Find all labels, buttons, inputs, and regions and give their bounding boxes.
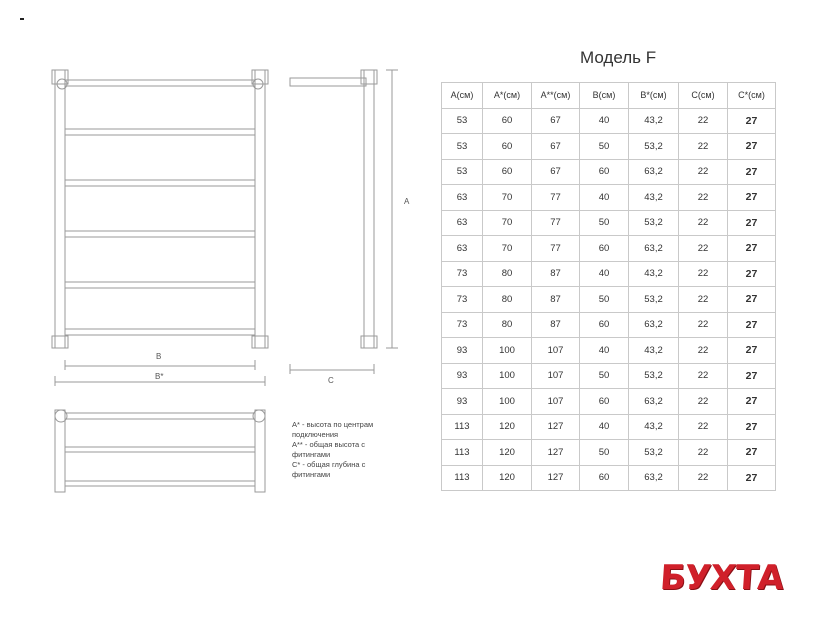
table-cell: 93 — [442, 363, 483, 389]
rung — [65, 180, 255, 186]
table-cell: 53,2 — [629, 134, 679, 160]
top-rung — [65, 481, 255, 486]
table-cell: 87 — [532, 261, 580, 287]
table-cell: 43,2 — [629, 338, 679, 364]
table-cell: 100 — [483, 338, 532, 364]
front-view — [52, 70, 268, 386]
table-cell: 60 — [580, 465, 629, 491]
right-post — [255, 70, 265, 348]
table-row — [442, 414, 776, 440]
table-cell: 63,2 — [629, 465, 679, 491]
dimension-c-label: C — [328, 376, 334, 385]
legend-line: C* - общая глубина с — [292, 460, 366, 469]
header-a-double-star: A**(см) — [532, 83, 580, 109]
side-fitting-bottom — [361, 336, 377, 348]
table-cell: 27 — [728, 134, 776, 160]
table-cell: 100 — [483, 363, 532, 389]
table-cell: 27 — [728, 465, 776, 491]
table-cell: 63 — [442, 210, 483, 236]
table-cell: 73 — [442, 261, 483, 287]
table-cell: 93 — [442, 338, 483, 364]
table-cell: 60 — [580, 236, 629, 262]
table-cell: 27 — [728, 108, 776, 134]
table-cell: 27 — [728, 440, 776, 466]
table-cell: 67 — [532, 108, 580, 134]
legend-line: A* - высота по центрам — [292, 420, 374, 429]
table-cell: 77 — [532, 210, 580, 236]
dimension-b-label: B — [156, 352, 162, 361]
table-cell: 22 — [679, 414, 728, 440]
dimension-b-star-label: B* — [155, 372, 164, 381]
table-cell: 22 — [679, 134, 728, 160]
table-row — [442, 261, 776, 287]
table-cell: 50 — [580, 210, 629, 236]
table-cell: 27 — [728, 312, 776, 338]
table-cell: 22 — [679, 108, 728, 134]
table-cell: 100 — [483, 389, 532, 415]
table-cell: 120 — [483, 414, 532, 440]
table-cell: 22 — [679, 185, 728, 211]
table-cell: 53 — [442, 159, 483, 185]
table-cell: 60 — [580, 389, 629, 415]
table-cell: 22 — [679, 210, 728, 236]
table-cell: 87 — [532, 312, 580, 338]
table-cell: 67 — [532, 159, 580, 185]
legend — [292, 420, 412, 480]
side-rail — [290, 78, 366, 86]
rung — [65, 329, 255, 335]
rung — [65, 231, 255, 237]
table-cell: 63 — [442, 185, 483, 211]
table-cell: 40 — [580, 185, 629, 211]
left-fitting-top — [52, 70, 68, 84]
table-cell: 77 — [532, 185, 580, 211]
table-cell: 22 — [679, 338, 728, 364]
right-fitting-top — [252, 70, 268, 84]
table-cell: 27 — [728, 363, 776, 389]
table-cell: 43,2 — [629, 185, 679, 211]
table-row — [442, 389, 776, 415]
table-cell: 22 — [679, 440, 728, 466]
model-title: Модель F — [580, 48, 657, 67]
table-cell: 40 — [580, 261, 629, 287]
table-header-row — [442, 83, 776, 109]
table-cell: 113 — [442, 414, 483, 440]
rung — [65, 129, 255, 135]
table-cell: 22 — [679, 363, 728, 389]
table-cell: 63,2 — [629, 389, 679, 415]
table-cell: 113 — [442, 440, 483, 466]
table-cell: 40 — [580, 414, 629, 440]
table-row — [442, 363, 776, 389]
table-cell: 127 — [532, 414, 580, 440]
table-cell: 27 — [728, 261, 776, 287]
table-row — [442, 134, 776, 160]
table-cell: 60 — [580, 159, 629, 185]
table-cell: 27 — [728, 414, 776, 440]
left-post — [55, 70, 65, 348]
table-row — [442, 338, 776, 364]
table-cell: 27 — [728, 185, 776, 211]
table-row — [442, 287, 776, 313]
table-cell: 53 — [442, 108, 483, 134]
table-cell: 70 — [483, 236, 532, 262]
table-cell: 107 — [532, 338, 580, 364]
table-cell: 70 — [483, 185, 532, 211]
table-cell: 27 — [728, 236, 776, 262]
table-cell: 27 — [728, 210, 776, 236]
header-c: C(см) — [679, 83, 728, 109]
table-cell: 77 — [532, 236, 580, 262]
top-rung — [65, 447, 255, 452]
table-row — [442, 440, 776, 466]
legend-line: A** - общая высота с — [292, 440, 366, 449]
table-cell: 60 — [580, 312, 629, 338]
table-cell: 80 — [483, 287, 532, 313]
table-cell: 120 — [483, 465, 532, 491]
table-cell: 50 — [580, 363, 629, 389]
table-cell: 107 — [532, 389, 580, 415]
legend-line: фитингами — [292, 470, 331, 479]
table-cell: 40 — [580, 338, 629, 364]
table-cell: 22 — [679, 389, 728, 415]
top-view — [55, 410, 265, 492]
rung — [65, 282, 255, 288]
table-cell: 60 — [483, 159, 532, 185]
header-b-star: B*(см) — [629, 83, 679, 109]
table-row — [442, 312, 776, 338]
table-cell: 22 — [679, 312, 728, 338]
table-cell: 127 — [532, 440, 580, 466]
table-cell: 63,2 — [629, 312, 679, 338]
table-cell: 107 — [532, 363, 580, 389]
table-row — [442, 465, 776, 491]
right-fitting-bottom — [252, 336, 268, 348]
table-cell: 63,2 — [629, 236, 679, 262]
table-cell: 113 — [442, 465, 483, 491]
table-row — [442, 108, 776, 134]
rung — [65, 80, 255, 86]
top-rung — [65, 413, 255, 419]
header-a-star: A*(см) — [483, 83, 532, 109]
table-cell: 43,2 — [629, 414, 679, 440]
table-cell: 60 — [483, 134, 532, 160]
table-cell: 87 — [532, 287, 580, 313]
table-cell: 67 — [532, 134, 580, 160]
table-cell: 22 — [679, 159, 728, 185]
dimensions-table — [441, 82, 776, 491]
legend-line: фитингами — [292, 450, 331, 459]
table-cell: 53,2 — [629, 363, 679, 389]
table-cell: 70 — [483, 210, 532, 236]
table-cell: 93 — [442, 389, 483, 415]
table-row — [442, 185, 776, 211]
table-cell: 22 — [679, 236, 728, 262]
table-cell: 53,2 — [629, 440, 679, 466]
side-view — [290, 70, 398, 374]
table-cell: 43,2 — [629, 261, 679, 287]
table-cell: 73 — [442, 312, 483, 338]
table-cell: 40 — [580, 108, 629, 134]
dimension-a-label: A — [404, 197, 410, 206]
table-row — [442, 210, 776, 236]
header-a: A(см) — [442, 83, 483, 109]
table-cell: 22 — [679, 261, 728, 287]
table-cell: 50 — [580, 134, 629, 160]
table-cell: 22 — [679, 287, 728, 313]
table-cell: 120 — [483, 440, 532, 466]
table-cell: 22 — [679, 465, 728, 491]
side-fitting-top — [361, 70, 377, 84]
legend-line: подключения — [292, 430, 339, 439]
table-cell: 27 — [728, 389, 776, 415]
table-cell: 50 — [580, 440, 629, 466]
table-cell: 27 — [728, 287, 776, 313]
table-cell: 27 — [728, 338, 776, 364]
table-cell: 60 — [483, 108, 532, 134]
table-cell: 53 — [442, 134, 483, 160]
table-cell: 43,2 — [629, 108, 679, 134]
table-cell: 50 — [580, 287, 629, 313]
header-b: B(см) — [580, 83, 629, 109]
table-cell: 27 — [728, 159, 776, 185]
side-post — [364, 70, 374, 348]
table-cell: 73 — [442, 287, 483, 313]
table-cell: 63,2 — [629, 159, 679, 185]
table-cell: 127 — [532, 465, 580, 491]
table-cell: 53,2 — [629, 210, 679, 236]
table-cell: 63 — [442, 236, 483, 262]
table-row — [442, 236, 776, 262]
buhta-logo: БУХТА — [658, 558, 785, 598]
left-fitting-bottom — [52, 336, 68, 348]
header-c-star: C*(см) — [728, 83, 776, 109]
table-cell: 80 — [483, 312, 532, 338]
table-row — [442, 159, 776, 185]
table-cell: 53,2 — [629, 287, 679, 313]
table-cell: 80 — [483, 261, 532, 287]
